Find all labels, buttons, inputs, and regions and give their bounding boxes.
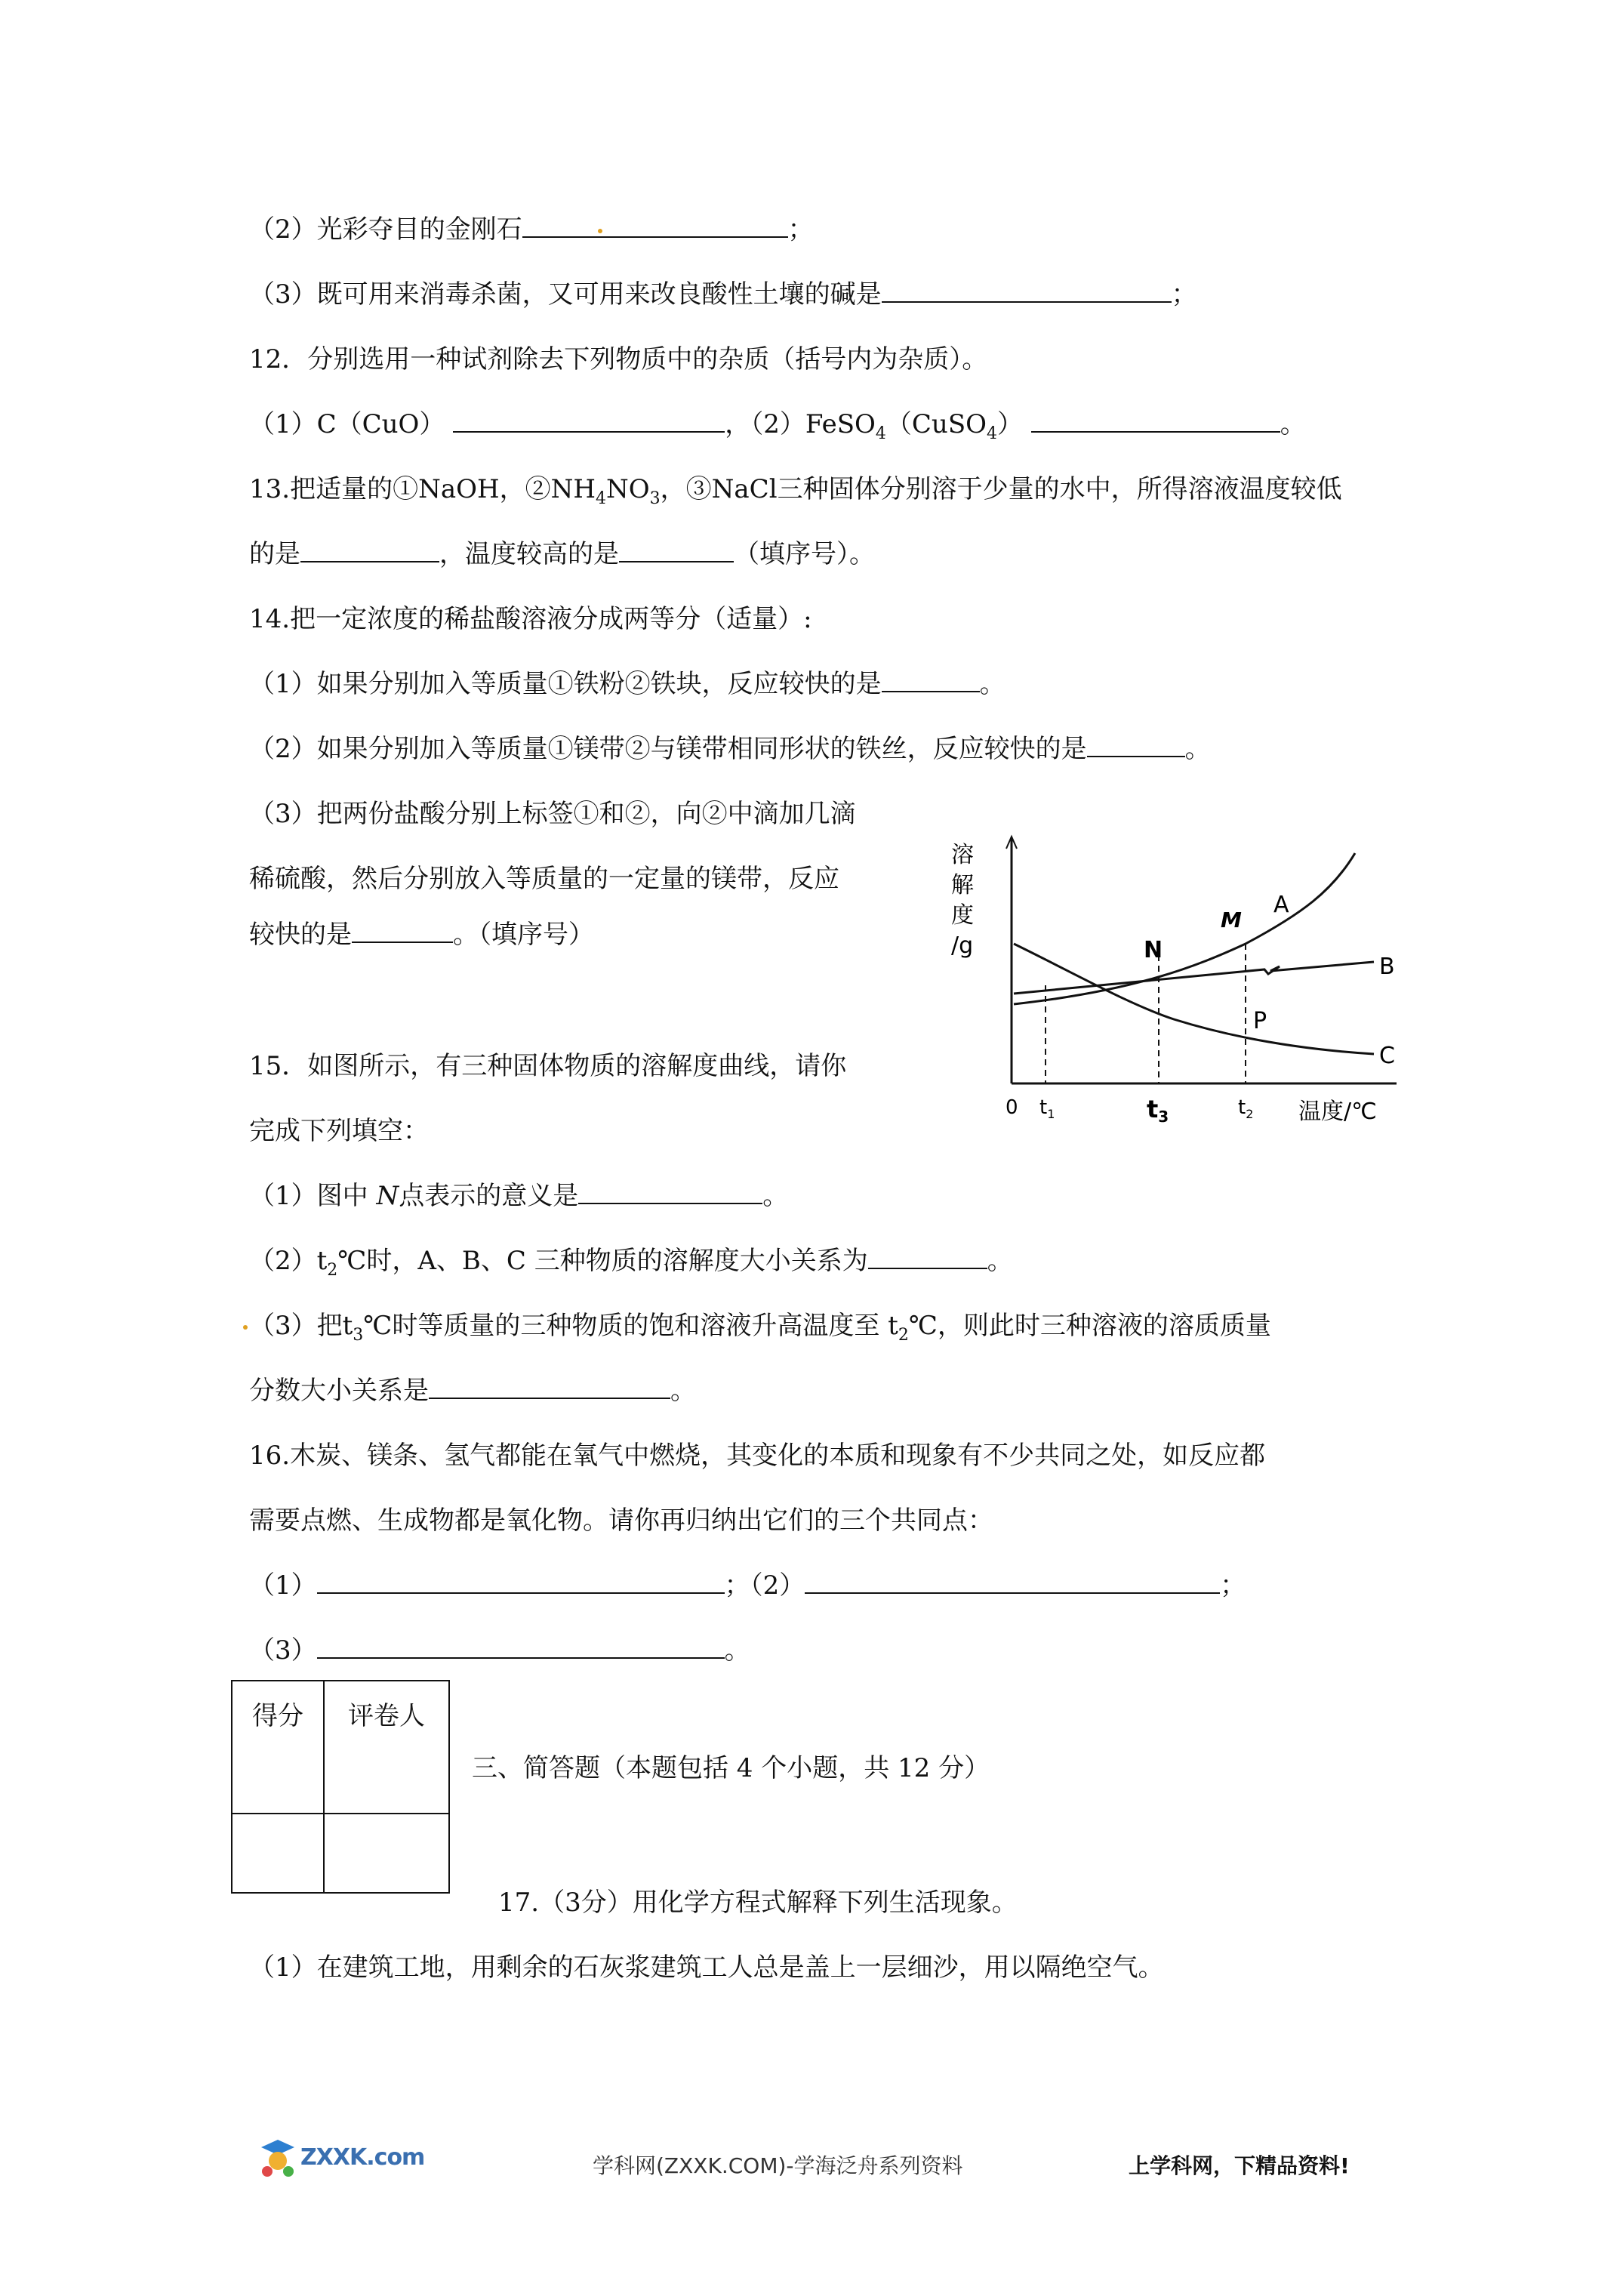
q15-2-line: $(2)t_2℃$时，A、B、C 三种物质的溶解度大小关系为 。: [249, 1246, 1013, 1280]
graduate-icon: [257, 2135, 299, 2180]
curve-A: [1014, 853, 1355, 1004]
q16-answers-line: （1） ；（2） ；: [249, 1570, 1246, 1601]
q11-2-line: （2）光彩夺目的金刚石 ；: [249, 214, 814, 245]
answer-blank[interactable]: [453, 408, 725, 433]
label-A: A: [1273, 892, 1289, 918]
answer-blank[interactable]: [522, 214, 788, 238]
answer-blank[interactable]: [882, 668, 980, 692]
q11-3-text: （3）既可用来消毒杀菌，又可用来改良酸性土壤的碱是: [249, 279, 882, 310]
q15-3-line2: 分数大小关系是 。: [249, 1376, 696, 1406]
answer-blank[interactable]: [868, 1245, 987, 1269]
q14-1-line: （1）如果分别加入等质量①铁粉②铁块，反应较快的是 。: [249, 669, 1006, 699]
q12-title: 12．分别选用一种试剂除去下列物质中的杂质（括号内为杂质）。: [249, 344, 988, 374]
section3-heading: 三、简答题（本题包括 4 个小题，共 12 分）: [472, 1753, 990, 1783]
q15-3-line1: （3）把$t_3℃$时等质量的三种物质的饱和溶液升高温度至 $t_2℃$，则此时三种溶液的溶质质量: [243, 1309, 1271, 1342]
label-N: N: [1144, 937, 1163, 963]
grader-label: 评卷人: [324, 1681, 449, 1814]
answer-blank[interactable]: [1031, 408, 1280, 433]
y-axis-label-4: /g: [951, 932, 974, 959]
q12-answers-line: （1）C（CuO） ，（2）FeSO$_4$（CuSO$_4$） 。: [249, 409, 1306, 443]
footer-right-text: 上学科网，下精品资料!: [1129, 2153, 1350, 2178]
q13-line1: 13.把适量的①NaOH，$②NH_4NO_3$，③NaCl三种固体分别溶于少量的水中，所得溶液温度较低: [249, 474, 1342, 508]
q16-line1: 16.木炭、镁条、氢气都能在氧气中燃烧，其变化的本质和现象有不少共同之处，如反应都: [249, 1441, 1266, 1471]
x-axis-label: 温度/℃: [1298, 1099, 1377, 1125]
stray-mark: [598, 229, 602, 233]
q16-line2: 需要点燃、生成物都是氧化物。请你再归纳出它们的三个共同点：: [249, 1505, 993, 1536]
tick-t2: $t_2$: [1238, 1096, 1254, 1121]
stray-mark: [243, 1325, 248, 1330]
label-M: M: [1221, 908, 1242, 932]
answer-blank[interactable]: [317, 1635, 725, 1659]
q14-2-line: （2）如果分别加入等质量①镁带②与镁带相同形状的铁丝，反应较快的是 。: [249, 734, 1211, 764]
logo-text: ZXXK.com: [300, 2144, 425, 2171]
answer-blank[interactable]: [300, 538, 439, 562]
tick-t3: t3: [1147, 1095, 1169, 1126]
q15-line1: 15．如图所示，有三种固体物质的溶解度曲线，请你: [249, 1051, 847, 1081]
answer-blank[interactable]: [619, 538, 734, 562]
origin-label: 0: [1006, 1096, 1018, 1119]
q11-3-line: （3）既可用来消毒杀菌，又可用来改良酸性土壤的碱是 ；: [249, 279, 1197, 310]
zxxk-logo: [257, 2135, 438, 2180]
label-P: P: [1253, 1008, 1267, 1034]
answer-blank[interactable]: [1087, 733, 1185, 757]
q14-3-line2: 稀硫酸，然后分别放入等质量的一定量的镁带，反应: [249, 864, 839, 894]
q13-line2: 的是 ，温度较高的是 （填序号）。: [249, 539, 875, 569]
y-axis-label-1: 溶: [951, 842, 974, 868]
y-axis-label-2: 解: [951, 872, 974, 898]
tick-t1: $t_1$: [1039, 1096, 1055, 1121]
score-label: 得分: [232, 1681, 324, 1814]
answer-blank[interactable]: [805, 1570, 1220, 1594]
answer-blank[interactable]: [429, 1375, 670, 1399]
q14-title: 14.把一定浓度的稀盐酸溶液分成两等分（适量）:: [249, 604, 812, 634]
footer-center-text: 学科网(ZXXK.COM)-学海泛舟系列资料: [593, 2153, 963, 2178]
q17-title: 17.（3分）用化学方程式解释下列生活现象。: [498, 1888, 1018, 1918]
q16-3-line: （3） 。: [249, 1635, 750, 1666]
label-C: C: [1379, 1043, 1395, 1069]
score-table: [231, 1680, 450, 1894]
y-axis-label-3: 度: [951, 902, 974, 929]
solubility-chart: [947, 823, 1400, 1140]
q15-line2: 完成下列填空：: [249, 1116, 429, 1146]
answer-blank[interactable]: [317, 1570, 725, 1594]
q11-2-text: （2）光彩夺目的金刚石: [249, 214, 522, 245]
label-B: B: [1379, 954, 1395, 980]
q17-1-line: （1）在建筑工地，用剩余的石灰浆建筑工人总是盖上一层细沙，用以隔绝空气。: [249, 1952, 1164, 1983]
q15-1-line: （1）图中 N点表示的意义是 。: [249, 1181, 789, 1211]
score-cell[interactable]: [232, 1814, 324, 1893]
line-B: [1014, 962, 1374, 994]
q14-3-line1: （3）把两份盐酸分别上标签①和②，向②中滴加几滴: [249, 799, 856, 829]
answer-blank[interactable]: [578, 1180, 762, 1204]
q14-3-line3: 较快的是 。（填序号）: [249, 920, 594, 950]
answer-blank[interactable]: [882, 279, 1172, 303]
answer-blank[interactable]: [352, 919, 453, 943]
curve-C: [1014, 944, 1374, 1054]
grader-cell[interactable]: [324, 1814, 449, 1893]
